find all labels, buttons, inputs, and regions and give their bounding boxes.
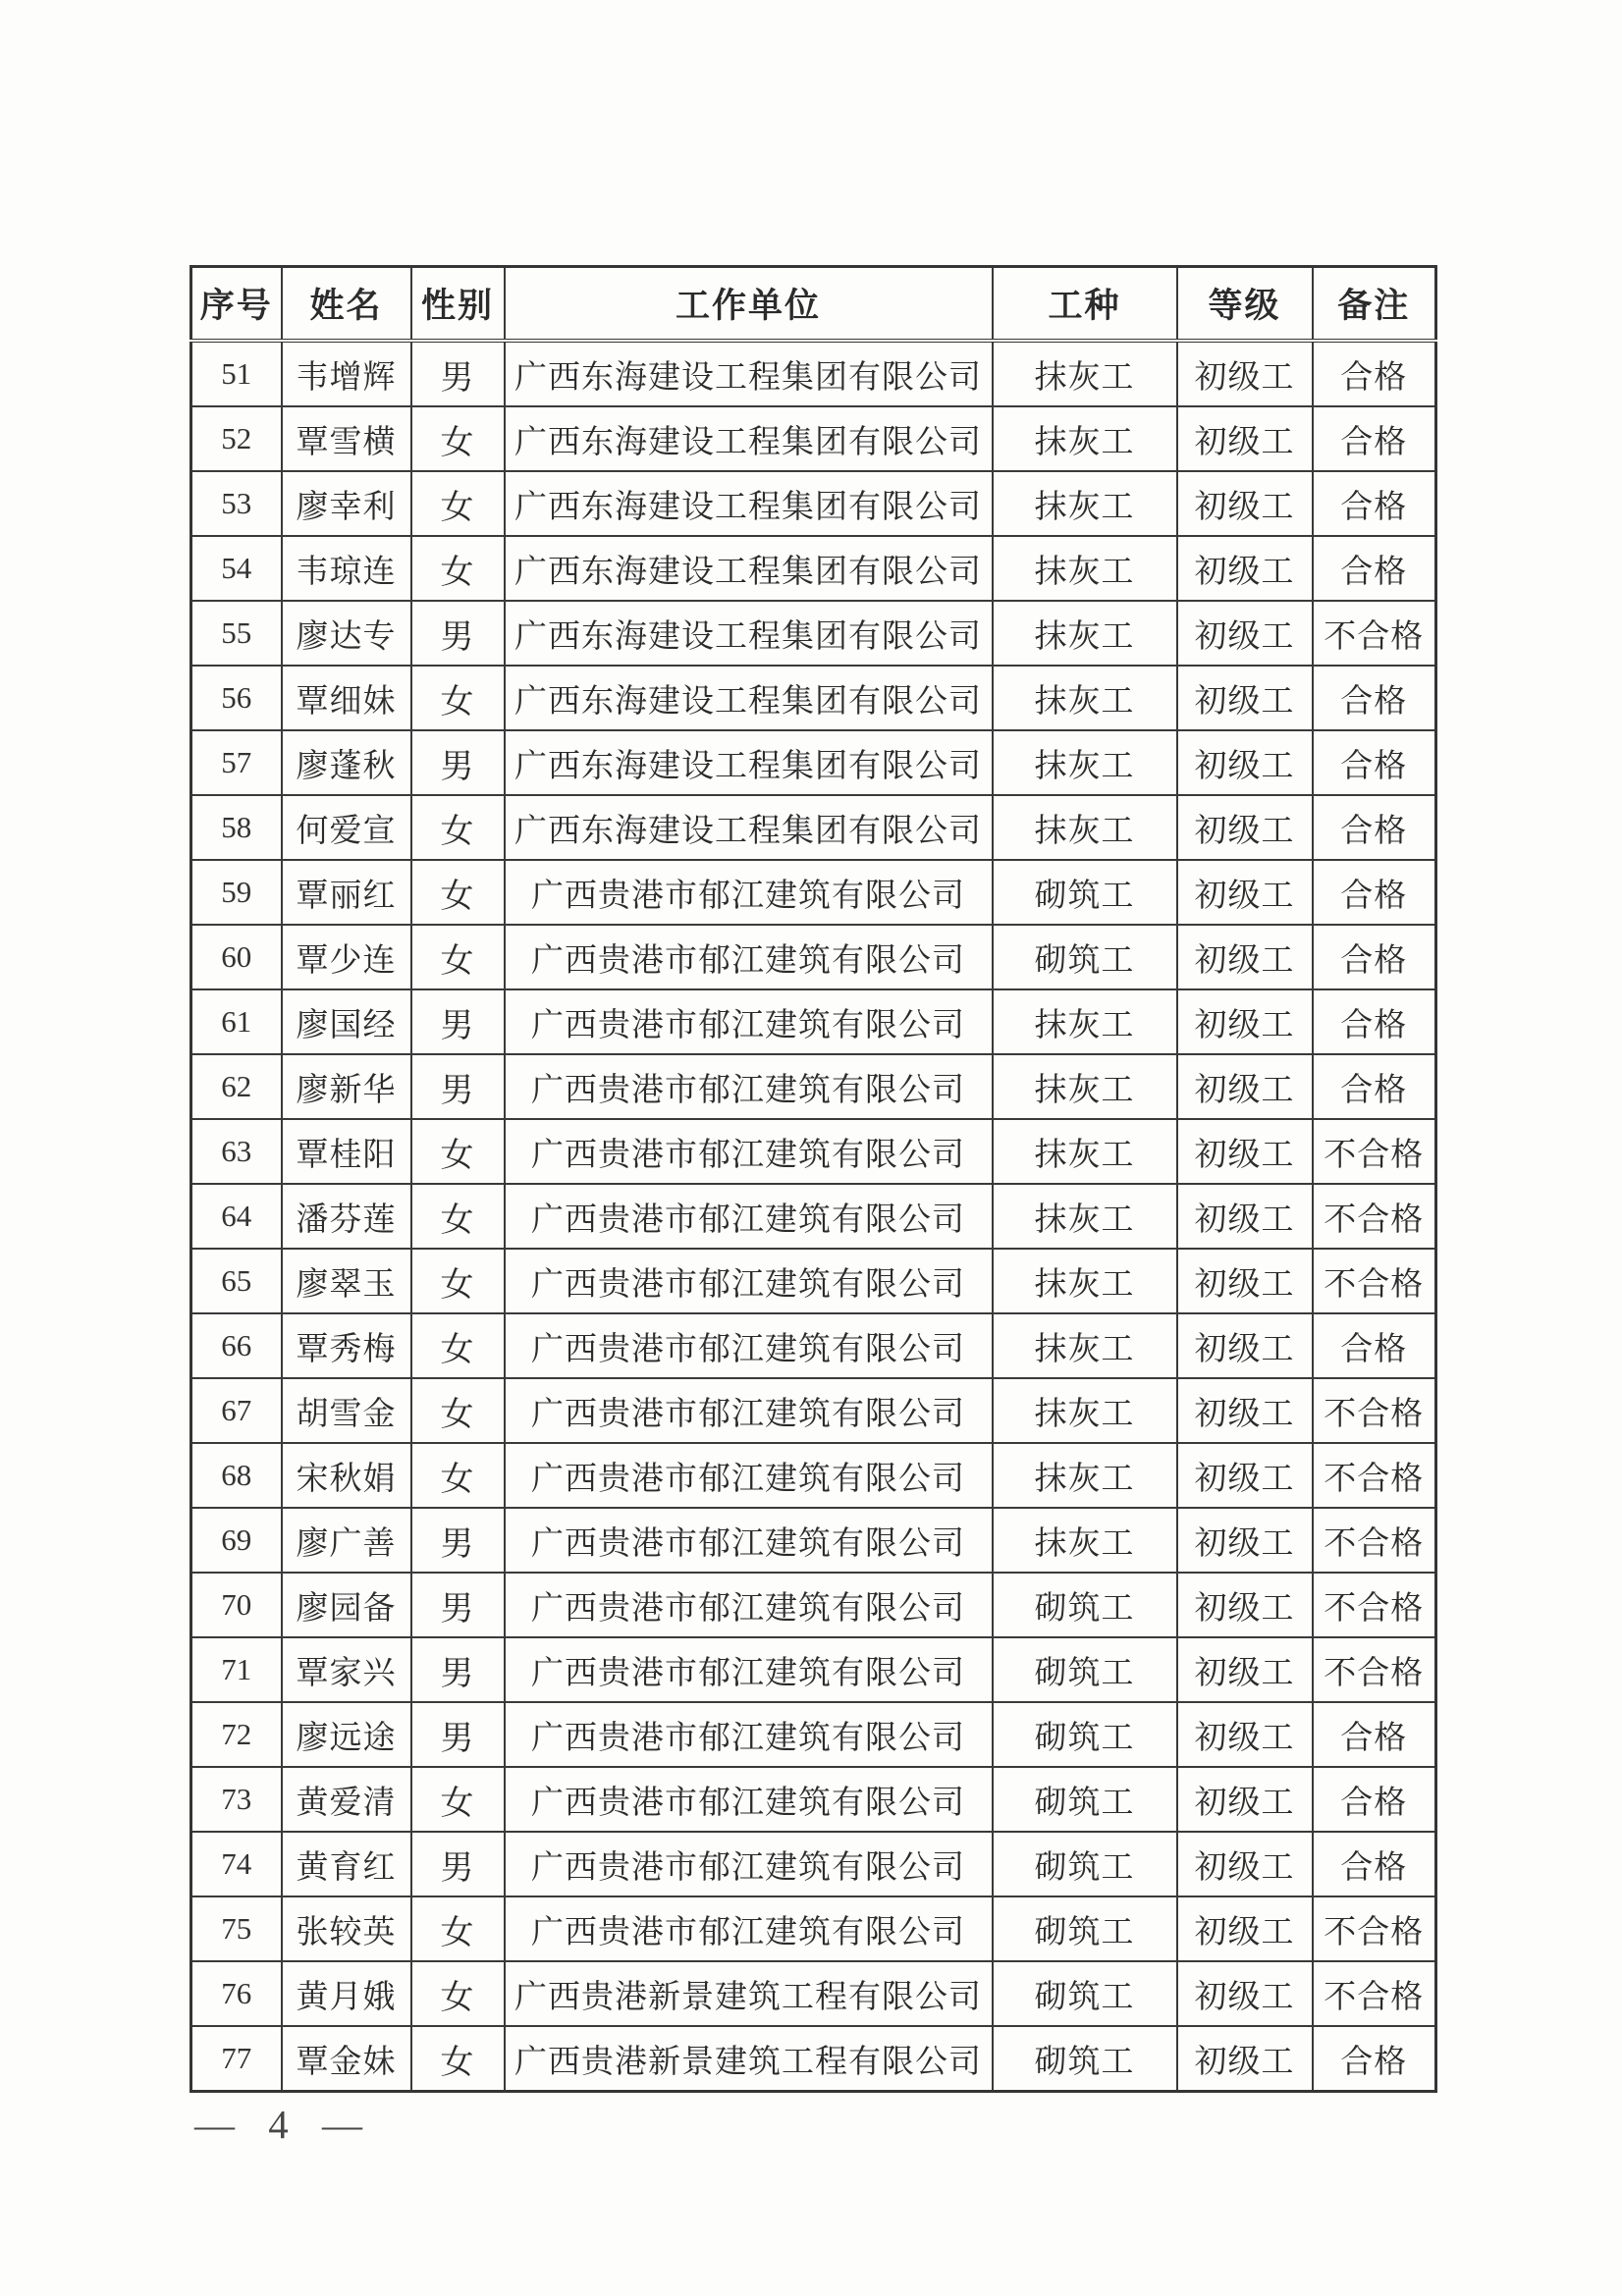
- cell-remark: 合格: [1313, 341, 1436, 406]
- cell-remark: 合格: [1313, 795, 1436, 860]
- cell-job: 砌筑工: [993, 1637, 1177, 1702]
- cell-name: 覃少连: [282, 925, 411, 989]
- cell-gender: 女: [411, 1961, 505, 2026]
- cell-gender: 女: [411, 1378, 505, 1443]
- table-row: [191, 1119, 1436, 1184]
- cell-unit: 广西贵港市郁江建筑有限公司: [505, 1702, 993, 1767]
- cell-unit: 广西东海建设工程集团有限公司: [505, 471, 993, 536]
- cell-no: 77: [191, 2026, 282, 2092]
- cell-name: 廖幸利: [282, 471, 411, 536]
- cell-no: 55: [191, 601, 282, 666]
- cell-unit: 广西贵港市郁江建筑有限公司: [505, 925, 993, 989]
- table-row: [191, 1508, 1436, 1573]
- cell-name: 廖国经: [282, 989, 411, 1054]
- table-row: [191, 1184, 1436, 1249]
- cell-unit: 广西贵港市郁江建筑有限公司: [505, 1896, 993, 1961]
- cell-no: 74: [191, 1832, 282, 1896]
- cell-job: 抹灰工: [993, 536, 1177, 601]
- cell-gender: 女: [411, 925, 505, 989]
- cell-level: 初级工: [1177, 1832, 1313, 1896]
- cell-level: 初级工: [1177, 1702, 1313, 1767]
- cell-unit: 广西贵港新景建筑工程有限公司: [505, 1961, 993, 2026]
- cell-job: 砌筑工: [993, 1702, 1177, 1767]
- cell-gender: 女: [411, 406, 505, 471]
- table-row: [191, 1313, 1436, 1378]
- cell-gender: 男: [411, 1508, 505, 1573]
- table-row: [191, 2026, 1436, 2092]
- cell-no: 67: [191, 1378, 282, 1443]
- results-table: [189, 265, 1437, 2093]
- table-row: [191, 1896, 1436, 1961]
- cell-gender: 女: [411, 1443, 505, 1508]
- cell-no: 51: [191, 341, 282, 406]
- cell-remark: 合格: [1313, 925, 1436, 989]
- cell-name: 覃丽红: [282, 860, 411, 925]
- table-row: [191, 601, 1436, 666]
- cell-level: 初级工: [1177, 1184, 1313, 1249]
- cell-level: 初级工: [1177, 406, 1313, 471]
- table-row: [191, 1443, 1436, 1508]
- cell-job: 抹灰工: [993, 1378, 1177, 1443]
- cell-job: 抹灰工: [993, 1054, 1177, 1119]
- cell-job: 抹灰工: [993, 1119, 1177, 1184]
- table-body: [191, 341, 1436, 2092]
- cell-level: 初级工: [1177, 1054, 1313, 1119]
- cell-gender: 男: [411, 1702, 505, 1767]
- cell-remark: 不合格: [1313, 1637, 1436, 1702]
- table-row: [191, 471, 1436, 536]
- cell-unit: 广西贵港市郁江建筑有限公司: [505, 1378, 993, 1443]
- cell-job: 抹灰工: [993, 1184, 1177, 1249]
- cell-remark: 合格: [1313, 471, 1436, 536]
- table-row: [191, 860, 1436, 925]
- cell-gender: 女: [411, 1896, 505, 1961]
- cell-job: 砌筑工: [993, 1961, 1177, 2026]
- cell-unit: 广西贵港市郁江建筑有限公司: [505, 860, 993, 925]
- cell-unit: 广西东海建设工程集团有限公司: [505, 406, 993, 471]
- cell-remark: 不合格: [1313, 1249, 1436, 1313]
- cell-name: 覃金妹: [282, 2026, 411, 2092]
- cell-unit: 广西贵港市郁江建筑有限公司: [505, 1313, 993, 1378]
- cell-no: 73: [191, 1767, 282, 1832]
- cell-name: 廖蓬秋: [282, 730, 411, 795]
- cell-job: 抹灰工: [993, 1313, 1177, 1378]
- cell-job: 砌筑工: [993, 860, 1177, 925]
- cell-remark: 不合格: [1313, 1378, 1436, 1443]
- cell-remark: 合格: [1313, 666, 1436, 730]
- cell-name: 黄月娥: [282, 1961, 411, 2026]
- cell-remark: 合格: [1313, 1702, 1436, 1767]
- table-row: [191, 406, 1436, 471]
- cell-no: 59: [191, 860, 282, 925]
- cell-job: 抹灰工: [993, 601, 1177, 666]
- cell-unit: 广西贵港市郁江建筑有限公司: [505, 989, 993, 1054]
- cell-remark: 合格: [1313, 1313, 1436, 1378]
- cell-remark: 合格: [1313, 730, 1436, 795]
- cell-no: 70: [191, 1573, 282, 1637]
- cell-remark: 不合格: [1313, 1573, 1436, 1637]
- cell-unit: 广西贵港新景建筑工程有限公司: [505, 2026, 993, 2092]
- cell-job: 砌筑工: [993, 1573, 1177, 1637]
- cell-level: 初级工: [1177, 1508, 1313, 1573]
- cell-job: 砌筑工: [993, 2026, 1177, 2092]
- cell-level: 初级工: [1177, 795, 1313, 860]
- cell-unit: 广西东海建设工程集团有限公司: [505, 730, 993, 795]
- cell-job: 抹灰工: [993, 730, 1177, 795]
- cell-unit: 广西东海建设工程集团有限公司: [505, 536, 993, 601]
- cell-job: 砌筑工: [993, 925, 1177, 989]
- cell-level: 初级工: [1177, 666, 1313, 730]
- cell-gender: 男: [411, 1832, 505, 1896]
- cell-unit: 广西贵港市郁江建筑有限公司: [505, 1508, 993, 1573]
- table-row: [191, 536, 1436, 601]
- cell-remark: 合格: [1313, 989, 1436, 1054]
- table-row: [191, 989, 1436, 1054]
- cell-gender: 女: [411, 471, 505, 536]
- cell-name: 覃家兴: [282, 1637, 411, 1702]
- header-cell-unit: 工作单位: [505, 267, 993, 342]
- cell-unit: 广西东海建设工程集团有限公司: [505, 666, 993, 730]
- table-row: [191, 1249, 1436, 1313]
- cell-unit: 广西东海建设工程集团有限公司: [505, 795, 993, 860]
- cell-no: 56: [191, 666, 282, 730]
- cell-gender: 女: [411, 1119, 505, 1184]
- cell-name: 廖达专: [282, 601, 411, 666]
- cell-name: 廖园备: [282, 1573, 411, 1637]
- cell-no: 53: [191, 471, 282, 536]
- cell-no: 68: [191, 1443, 282, 1508]
- cell-job: 抹灰工: [993, 666, 1177, 730]
- cell-level: 初级工: [1177, 1443, 1313, 1508]
- cell-remark: 不合格: [1313, 1508, 1436, 1573]
- cell-level: 初级工: [1177, 989, 1313, 1054]
- cell-job: 抹灰工: [993, 795, 1177, 860]
- cell-no: 72: [191, 1702, 282, 1767]
- cell-name: 廖远途: [282, 1702, 411, 1767]
- cell-name: 胡雪金: [282, 1378, 411, 1443]
- cell-gender: 女: [411, 1249, 505, 1313]
- cell-remark: 合格: [1313, 406, 1436, 471]
- cell-gender: 男: [411, 341, 505, 406]
- cell-level: 初级工: [1177, 601, 1313, 666]
- cell-name: 韦增辉: [282, 341, 411, 406]
- cell-job: 砌筑工: [993, 1896, 1177, 1961]
- header-cell-name: 姓名: [282, 267, 411, 342]
- cell-name: 覃桂阳: [282, 1119, 411, 1184]
- cell-level: 初级工: [1177, 1961, 1313, 2026]
- cell-no: 58: [191, 795, 282, 860]
- table-row: [191, 1637, 1436, 1702]
- cell-level: 初级工: [1177, 1119, 1313, 1184]
- cell-remark: 不合格: [1313, 1961, 1436, 2026]
- cell-no: 52: [191, 406, 282, 471]
- cell-remark: 不合格: [1313, 1184, 1436, 1249]
- cell-job: 抹灰工: [993, 989, 1177, 1054]
- cell-name: 覃细妹: [282, 666, 411, 730]
- cell-remark: 合格: [1313, 536, 1436, 601]
- cell-level: 初级工: [1177, 1249, 1313, 1313]
- cell-no: 71: [191, 1637, 282, 1702]
- cell-level: 初级工: [1177, 1313, 1313, 1378]
- cell-unit: 广西贵港市郁江建筑有限公司: [505, 1443, 993, 1508]
- header-cell-remark: 备注: [1313, 267, 1436, 342]
- cell-job: 抹灰工: [993, 341, 1177, 406]
- cell-no: 63: [191, 1119, 282, 1184]
- cell-name: 廖翠玉: [282, 1249, 411, 1313]
- cell-remark: 合格: [1313, 1832, 1436, 1896]
- cell-level: 初级工: [1177, 925, 1313, 989]
- cell-remark: 合格: [1313, 1767, 1436, 1832]
- table-row: [191, 730, 1436, 795]
- cell-no: 66: [191, 1313, 282, 1378]
- table-row: [191, 1054, 1436, 1119]
- table-row: [191, 1573, 1436, 1637]
- cell-level: 初级工: [1177, 341, 1313, 406]
- cell-gender: 女: [411, 860, 505, 925]
- cell-unit: 广西贵港市郁江建筑有限公司: [505, 1767, 993, 1832]
- cell-name: 黄爱清: [282, 1767, 411, 1832]
- cell-job: 抹灰工: [993, 406, 1177, 471]
- cell-gender: 女: [411, 536, 505, 601]
- cell-job: 抹灰工: [993, 1249, 1177, 1313]
- cell-job: 抹灰工: [993, 1443, 1177, 1508]
- cell-unit: 广西东海建设工程集团有限公司: [505, 341, 993, 406]
- cell-unit: 广西贵港市郁江建筑有限公司: [505, 1119, 993, 1184]
- cell-no: 60: [191, 925, 282, 989]
- cell-level: 初级工: [1177, 860, 1313, 925]
- cell-remark: 不合格: [1313, 1443, 1436, 1508]
- cell-no: 76: [191, 1961, 282, 2026]
- table-row: [191, 1702, 1436, 1767]
- cell-no: 69: [191, 1508, 282, 1573]
- cell-unit: 广西贵港市郁江建筑有限公司: [505, 1637, 993, 1702]
- cell-unit: 广西贵港市郁江建筑有限公司: [505, 1832, 993, 1896]
- cell-no: 65: [191, 1249, 282, 1313]
- cell-name: 黄育红: [282, 1832, 411, 1896]
- cell-remark: 合格: [1313, 2026, 1436, 2092]
- header-cell-job: 工种: [993, 267, 1177, 342]
- cell-remark: 合格: [1313, 860, 1436, 925]
- cell-name: 廖广善: [282, 1508, 411, 1573]
- cell-unit: 广西贵港市郁江建筑有限公司: [505, 1249, 993, 1313]
- cell-level: 初级工: [1177, 1573, 1313, 1637]
- table-header-row: [191, 267, 1436, 342]
- cell-no: 57: [191, 730, 282, 795]
- cell-name: 覃雪横: [282, 406, 411, 471]
- cell-unit: 广西贵港市郁江建筑有限公司: [505, 1573, 993, 1637]
- cell-gender: 男: [411, 601, 505, 666]
- cell-job: 抹灰工: [993, 471, 1177, 536]
- cell-job: 砌筑工: [993, 1832, 1177, 1896]
- cell-remark: 不合格: [1313, 601, 1436, 666]
- table-row: [191, 1961, 1436, 2026]
- cell-unit: 广西贵港市郁江建筑有限公司: [505, 1184, 993, 1249]
- cell-level: 初级工: [1177, 1637, 1313, 1702]
- cell-name: 张较英: [282, 1896, 411, 1961]
- cell-job: 抹灰工: [993, 1508, 1177, 1573]
- cell-gender: 男: [411, 730, 505, 795]
- cell-gender: 女: [411, 2026, 505, 2092]
- cell-gender: 男: [411, 989, 505, 1054]
- cell-level: 初级工: [1177, 1896, 1313, 1961]
- cell-gender: 男: [411, 1573, 505, 1637]
- cell-name: 韦琼连: [282, 536, 411, 601]
- cell-no: 75: [191, 1896, 282, 1961]
- cell-level: 初级工: [1177, 730, 1313, 795]
- cell-gender: 男: [411, 1054, 505, 1119]
- page-number: — 4 —: [194, 2102, 374, 2147]
- header-cell-level: 等级: [1177, 267, 1313, 342]
- table-row: [191, 1378, 1436, 1443]
- cell-unit: 广西东海建设工程集团有限公司: [505, 601, 993, 666]
- cell-level: 初级工: [1177, 471, 1313, 536]
- table-row: [191, 925, 1436, 989]
- cell-job: 砌筑工: [993, 1767, 1177, 1832]
- cell-remark: 不合格: [1313, 1896, 1436, 1961]
- cell-no: 62: [191, 1054, 282, 1119]
- cell-unit: 广西贵港市郁江建筑有限公司: [505, 1054, 993, 1119]
- header-cell-no: 序号: [191, 267, 282, 342]
- cell-name: 覃秀梅: [282, 1313, 411, 1378]
- cell-remark: 合格: [1313, 1054, 1436, 1119]
- cell-gender: 女: [411, 795, 505, 860]
- cell-name: 宋秋娟: [282, 1443, 411, 1508]
- cell-no: 61: [191, 989, 282, 1054]
- cell-name: 何爱宣: [282, 795, 411, 860]
- table-row: [191, 795, 1436, 860]
- cell-level: 初级工: [1177, 2026, 1313, 2092]
- cell-remark: 不合格: [1313, 1119, 1436, 1184]
- table-row: [191, 666, 1436, 730]
- cell-no: 64: [191, 1184, 282, 1249]
- cell-level: 初级工: [1177, 1378, 1313, 1443]
- cell-gender: 女: [411, 1767, 505, 1832]
- table-row: [191, 1832, 1436, 1896]
- cell-gender: 女: [411, 666, 505, 730]
- header-cell-gender: 性别: [411, 267, 505, 342]
- table-row: [191, 341, 1436, 406]
- table-header: [191, 267, 1436, 342]
- cell-name: 潘芬莲: [282, 1184, 411, 1249]
- cell-level: 初级工: [1177, 536, 1313, 601]
- cell-gender: 女: [411, 1184, 505, 1249]
- cell-level: 初级工: [1177, 1767, 1313, 1832]
- cell-no: 54: [191, 536, 282, 601]
- cell-name: 廖新华: [282, 1054, 411, 1119]
- cell-gender: 男: [411, 1637, 505, 1702]
- cell-gender: 女: [411, 1313, 505, 1378]
- table-row: [191, 1767, 1436, 1832]
